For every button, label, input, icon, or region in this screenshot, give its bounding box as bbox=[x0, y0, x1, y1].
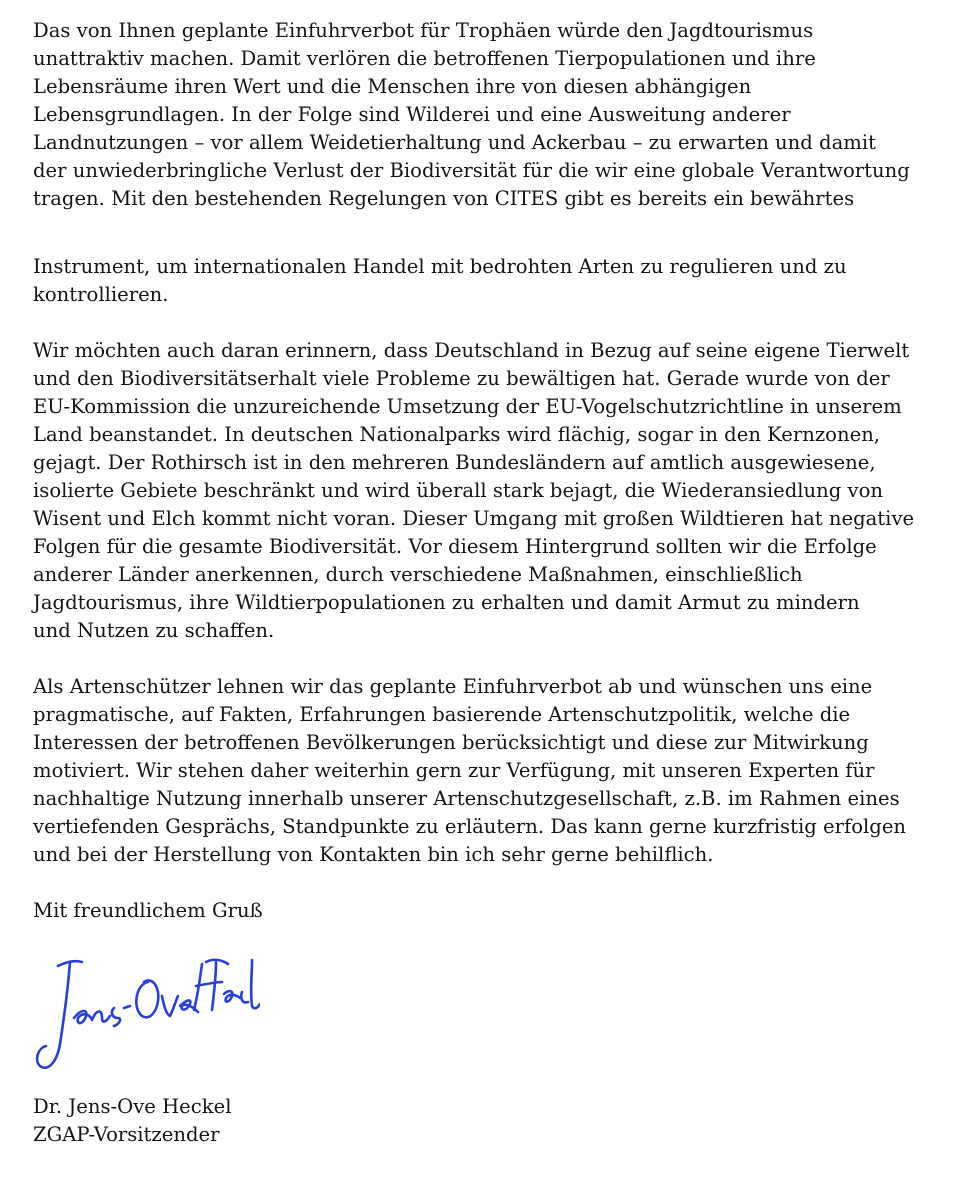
paragraph-germany-biodiversity bbox=[33, 337, 938, 645]
text-line: Das von Ihnen geplante Einfuhrverbot für Trophäen würde den Jagdtourismus bbox=[33, 19, 814, 42]
text-line: Land beanstandet. In deutschen Nationalparks wird flächig, sogar in den Kernzonen, bbox=[33, 423, 881, 446]
text-line: Wisent und Elch kommt nicht voran. Dieser Umgang mit großen Wildtieren hat negative bbox=[33, 507, 915, 530]
text-line: nachhaltige Nutzung innerhalb unserer Artenschutzgesellschaft, z.B. im Rahmen eines bbox=[33, 787, 900, 810]
text-line: Folgen für die gesamte Biodiversität. Vor diesem Hintergrund sollten wir die Erfolge bbox=[33, 535, 877, 558]
text-line: tragen. Mit den bestehenden Regelungen von CITES gibt es bereits ein bewährtes bbox=[33, 187, 855, 210]
text-line: Jagdtourismus, ihre Wildtierpopulationen zu erhalten und damit Armut zu mindern bbox=[33, 591, 860, 614]
paragraph-species-protection bbox=[33, 673, 938, 869]
text-line: vertiefenden Gesprächs, Standpunkte zu erläutern. Das kann gerne kurzfristig erfolgen bbox=[33, 815, 907, 838]
text-line: unattraktiv machen. Damit verlören die betroffenen Tierpopulationen und ihre bbox=[33, 47, 816, 70]
signer-role: ZGAP-Vorsitzender bbox=[33, 1123, 220, 1146]
text-line: und Nutzen zu schaffen. bbox=[33, 619, 275, 642]
text-line: Wir möchten auch daran erinnern, dass Deutschland in Bezug auf seine eigene Tierwelt bbox=[33, 339, 910, 362]
text-line: Lebensräume ihren Wert und die Menschen ihre von diesen abhängigen bbox=[33, 75, 752, 98]
text-line: Landnutzungen – vor allem Weidetierhaltung und Ackerbau – zu erwarten und damit bbox=[33, 131, 876, 154]
text-line: anderer Länder anerkennen, durch verschiedene Maßnahmen, einschließlich bbox=[33, 563, 803, 586]
text-line: EU-Kommission die unzureichende Umsetzung der EU-Vogelschutzrichtline in unserem bbox=[33, 395, 902, 418]
text-line: und bei der Herstellung von Kontakten bin ich sehr gerne behilflich. bbox=[33, 843, 714, 866]
text-line: und den Biodiversitätserhalt viele Probleme zu bewältigen hat. Gerade wurde von der bbox=[33, 367, 890, 390]
text-line: der unwiederbringliche Verlust der Biodiversität für die wir eine globale Verantwortung bbox=[33, 159, 910, 182]
signature-icon bbox=[30, 948, 260, 1080]
text-line: pragmatische, auf Fakten, Erfahrungen basierende Artenschutzpolitik, welche die bbox=[33, 703, 851, 726]
paragraph-cites-instrument bbox=[33, 253, 938, 309]
text-line: isolierte Gebiete beschränkt und wird überall stark bejagt, die Wiederansiedlung von bbox=[33, 479, 884, 502]
text-line: gejagt. Der Rothirsch ist in den mehreren Bundesländern auf amtlich ausgewiesene, bbox=[33, 451, 876, 474]
text-line: Lebensgrundlagen. In der Folge sind Wilderei und eine Ausweitung anderer bbox=[33, 103, 791, 126]
text-line: Instrument, um internationalen Handel mit bedrohten Arten zu regulieren und zu bbox=[33, 255, 847, 278]
text-line: Als Artenschützer lehnen wir das geplante Einfuhrverbot ab und wünschen uns eine bbox=[33, 675, 873, 698]
signer-name: Dr. Jens-Ove Heckel bbox=[33, 1095, 232, 1118]
text-line: Interessen der betroffenen Bevölkerungen berücksichtigt und diese zur Mitwirkung bbox=[33, 731, 869, 754]
text-line: kontrollieren. bbox=[33, 283, 169, 306]
text-line: motiviert. Wir stehen daher weiterhin gern zur Verfügung, mit unseren Experten für bbox=[33, 759, 875, 782]
paragraph-trophy-ban bbox=[33, 17, 938, 213]
closing-salutation: Mit freundlichem Gruß bbox=[33, 899, 263, 922]
